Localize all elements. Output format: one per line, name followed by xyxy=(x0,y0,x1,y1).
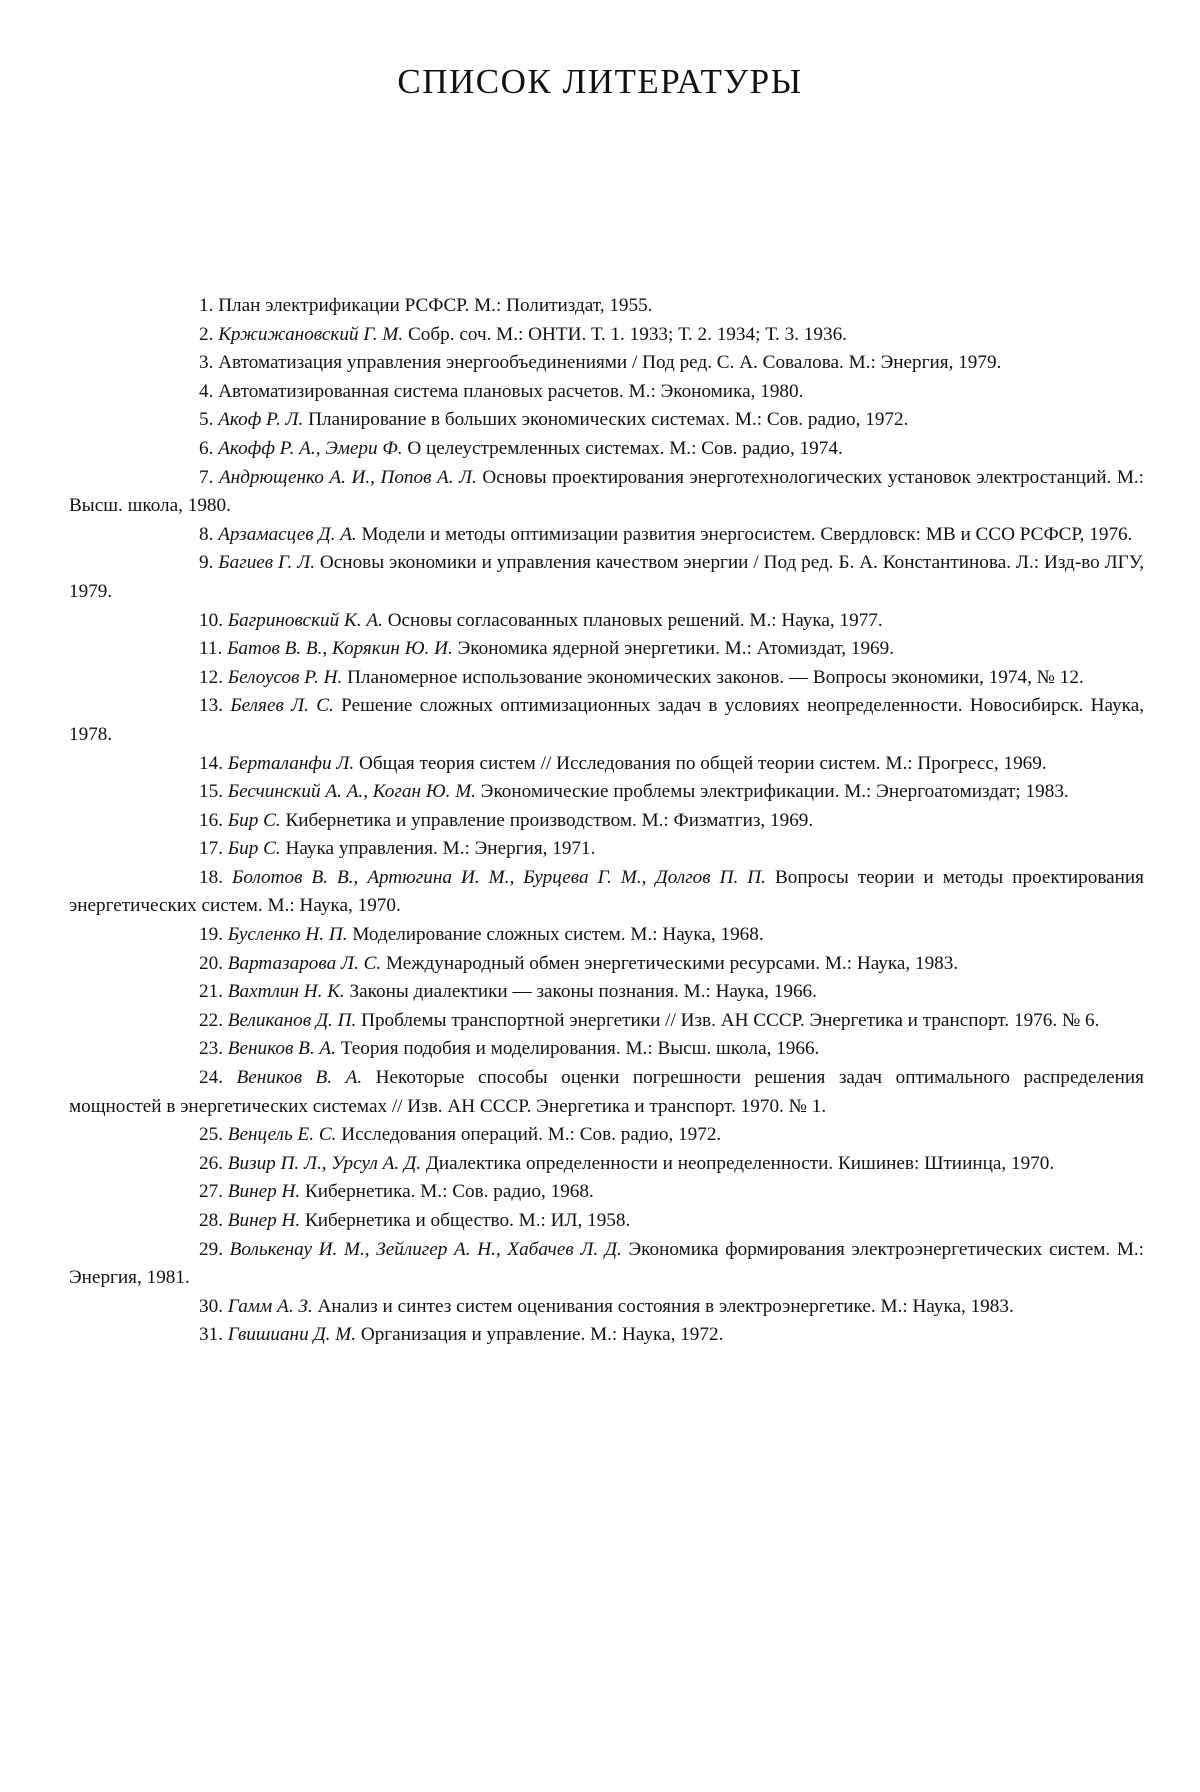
reference-number: 30. xyxy=(199,1295,223,1317)
reference-authors: Кржижановский Г. М. xyxy=(218,323,404,345)
reference-authors: Волькенау И. М., Зейлигер А. Н., Хабачев Л. Д. xyxy=(229,1238,622,1260)
reference-item xyxy=(69,1035,1144,1064)
reference-text: Экономические проблемы электрификации. М.: Энергоатомиздат; 1983. xyxy=(480,781,1069,803)
reference-number: 9. xyxy=(199,552,214,574)
reference-item xyxy=(69,664,1144,693)
reference-authors: Беляев Л. С. xyxy=(230,695,334,717)
reference-text: Вопросы теории и методы проектирования энергетических систем. М.: Наука, 1970. xyxy=(69,866,1145,917)
reference-number: 11. xyxy=(199,638,223,660)
reference-list xyxy=(69,292,1144,1350)
reference-text: Законы диалектики — законы познания. М.: Наука, 1966. xyxy=(349,981,817,1003)
reference-text: Кибернетика и общество. М.: ИЛ, 1958. xyxy=(304,1210,631,1231)
reference-number: 1. xyxy=(199,295,214,316)
reference-authors: Веников В. А. xyxy=(227,1038,336,1060)
reference-number: 28. xyxy=(199,1210,223,1231)
reference-authors: Бир С. xyxy=(227,838,281,860)
reference-number: 4. xyxy=(199,380,214,402)
reference-text: Автоматизированная система плановых расчетов. М.: Экономика, 1980. xyxy=(218,380,804,402)
reference-number: 18. xyxy=(199,866,223,888)
reference-text: Моделирование сложных систем. М.: Наука, 1968. xyxy=(352,924,764,946)
reference-authors: Великанов Д. П. xyxy=(227,1009,357,1031)
reference-number: 27. xyxy=(199,1181,223,1203)
reference-number: 25. xyxy=(199,1124,223,1146)
reference-number: 16. xyxy=(199,809,223,831)
reference-authors: Багриновский К. А. xyxy=(227,609,383,631)
reference-item xyxy=(69,692,1144,749)
reference-number: 7. xyxy=(199,466,214,488)
page-title: СПИСОК ЛИТЕРАТУРЫ xyxy=(397,62,803,101)
reference-text: Экономика ядерной энергетики. М.: Атомиздат, 1969. xyxy=(457,638,895,660)
reference-text: Некоторые способы оценки погрешности решения задач оптимального распределения мощностей в энергетических системах // Изв. АН СССР. Энергетика и транспорт. 1970. № 1. xyxy=(69,1067,1144,1117)
reference-item xyxy=(69,978,1144,1007)
reference-item xyxy=(69,406,1144,435)
reference-text: Планирование в больших экономических системах. М.: Сов. радио, 1972. xyxy=(308,409,909,431)
reference-text: Анализ и синтез систем оценивания состояния в электроэнергетике. М.: Наука, 1983. xyxy=(317,1295,1014,1317)
reference-authors: Бир С. xyxy=(227,809,281,831)
reference-text: Кибернетика и управление производством. М.: Физматгиз, 1969. xyxy=(285,809,814,831)
reference-number: 19. xyxy=(199,924,223,946)
reference-number: 6. xyxy=(199,437,214,459)
reference-item xyxy=(69,1121,1144,1150)
reference-text: Общая теория систем // Исследования по общей теории систем. М.: Прогресс, 1969. xyxy=(358,752,1047,774)
reference-number: 26. xyxy=(199,1152,223,1174)
reference-authors: Берталанфи Л. xyxy=(227,752,355,774)
reference-item xyxy=(69,1064,1144,1121)
reference-number: 21. xyxy=(199,981,223,1003)
reference-item xyxy=(69,864,1144,921)
reference-authors: Вартазарова Л. С. xyxy=(227,952,382,974)
reference-text: Исследования операций. М.: Сов. радио, 1972. xyxy=(341,1124,722,1146)
reference-authors: Визир П. Л., Урсул А. Д. xyxy=(227,1152,422,1174)
reference-item xyxy=(69,750,1144,779)
reference-authors: Болотов В. В., Артюгина И. М., Бурцева Г. М., Долгов П. П. xyxy=(232,866,766,888)
reference-item xyxy=(69,950,1144,979)
reference-item xyxy=(69,1178,1144,1207)
reference-item xyxy=(69,807,1144,836)
reference-text: Международный обмен энергетическими ресурсами. М.: Наука, 1983. xyxy=(385,952,959,974)
reference-authors: Батов В. В., Корякин Ю. И. xyxy=(227,638,453,660)
reference-number: 5. xyxy=(199,409,214,431)
reference-text: Модели и методы оптимизации развития энергосистем. Свердловск: МВ и ССО РСФСР, 1976. xyxy=(361,523,1133,545)
reference-number: 13. xyxy=(199,695,223,717)
reference-number: 24. xyxy=(199,1067,223,1089)
reference-text: Основы экономики и управления качеством энергии / Под ред. Б. А. Константинова. Л.: Изд-во ЛГУ, 1979. xyxy=(69,552,1144,602)
reference-authors: Винер Н. xyxy=(227,1210,301,1231)
reference-number: 31. xyxy=(199,1324,223,1346)
reference-text: Экономика формирования электроэнергетических систем. М.: Энергия, 1981. xyxy=(69,1238,1145,1289)
reference-item xyxy=(69,1007,1144,1036)
reference-number: 23. xyxy=(199,1038,223,1060)
reference-item xyxy=(69,378,1144,407)
reference-number: 14. xyxy=(199,752,223,774)
reference-item xyxy=(69,1150,1144,1179)
reference-text: Автоматизация управления энергообъединениями / Под ред. С. А. Совалова. М.: Энергия, 1979. xyxy=(218,352,1002,374)
reference-item xyxy=(69,321,1144,350)
reference-item xyxy=(69,635,1144,664)
reference-item xyxy=(69,549,1144,606)
reference-number: 8. xyxy=(199,523,214,545)
reference-authors: Акоф Р. Л. xyxy=(218,409,304,431)
reference-text: О целеустремленных системах. М.: Сов. радио, 1974. xyxy=(407,437,843,459)
reference-item xyxy=(69,921,1144,950)
reference-item xyxy=(69,464,1144,521)
reference-item xyxy=(69,1207,1144,1236)
reference-authors: Гамм А. З. xyxy=(227,1295,313,1317)
reference-number: 22. xyxy=(199,1009,223,1031)
reference-item xyxy=(69,1293,1144,1322)
reference-authors: Акофф Р. А., Эмери Ф. xyxy=(218,437,403,459)
reference-text: Планомерное использование экономических законов. — Вопросы экономики, 1974, № 12. xyxy=(347,666,1084,688)
reference-item xyxy=(69,1236,1144,1293)
reference-item xyxy=(69,292,1144,321)
reference-text: Организация и управление. М.: Наука, 1972. xyxy=(360,1324,724,1346)
reference-text: Решение сложных оптимизационных задач в условиях неопределенности. Новосибирск. Наука, 1978. xyxy=(69,695,1145,745)
reference-number: 17. xyxy=(199,838,223,860)
reference-text: Наука управления. М.: Энергия, 1971. xyxy=(285,838,596,860)
reference-item xyxy=(69,521,1144,550)
reference-number: 3. xyxy=(199,352,214,374)
reference-text: Диалектика определенности и неопределенности. Кишинев: Штиинца, 1970. xyxy=(425,1152,1055,1174)
reference-number: 15. xyxy=(199,781,223,803)
reference-item xyxy=(69,835,1144,864)
reference-authors: Арзамасцев Д. А. xyxy=(218,523,357,545)
reference-text: Основы согласованных плановых решений. М.: Наука, 1977. xyxy=(387,609,883,631)
reference-number: 12. xyxy=(199,666,223,688)
reference-number: 20. xyxy=(199,952,223,974)
reference-authors: Багиев Г. Л. xyxy=(218,552,316,574)
reference-text: Основы проектирования энерготехнологических установок электростанций. М.: Высш. школа, 1980. xyxy=(69,466,1145,517)
reference-text: Теория подобия и моделирования. М.: Высш. школа, 1966. xyxy=(340,1038,820,1060)
reference-item xyxy=(69,435,1144,464)
reference-number: 10. xyxy=(199,609,223,631)
reference-item xyxy=(69,1321,1144,1350)
reference-authors: Бесчинский А. А., Коган Ю. М. xyxy=(227,781,476,803)
reference-authors: Гвишиани Д. М. xyxy=(227,1324,357,1346)
reference-text: План электрификации РСФСР. М.: Политиздат, 1955. xyxy=(218,295,653,316)
reference-number: 2. xyxy=(199,323,214,345)
reference-authors: Андрющенко А. И., Попов А. Л. xyxy=(218,466,477,488)
reference-text: Кибернетика. М.: Сов. радио, 1968. xyxy=(304,1181,594,1203)
reference-authors: Венцель Е. С. xyxy=(227,1124,337,1146)
reference-authors: Веников В. А. xyxy=(236,1067,363,1089)
reference-item xyxy=(69,607,1144,636)
reference-authors: Белоусов Р. Н. xyxy=(227,666,343,688)
reference-text: Проблемы транспортной энергетики // Изв. АН СССР. Энергетика и транспорт. 1976. № 6. xyxy=(361,1009,1100,1031)
reference-authors: Бусленко Н. П. xyxy=(227,924,348,946)
reference-authors: Винер Н. xyxy=(227,1181,301,1203)
reference-item xyxy=(69,778,1144,807)
reference-text: Собр. соч. М.: ОНТИ. Т. 1. 1933; Т. 2. 1934; Т. 3. 1936. xyxy=(407,323,847,345)
reference-number: 29. xyxy=(199,1238,223,1260)
reference-item xyxy=(69,349,1144,378)
reference-authors: Вахтлин Н. К. xyxy=(227,981,345,1003)
